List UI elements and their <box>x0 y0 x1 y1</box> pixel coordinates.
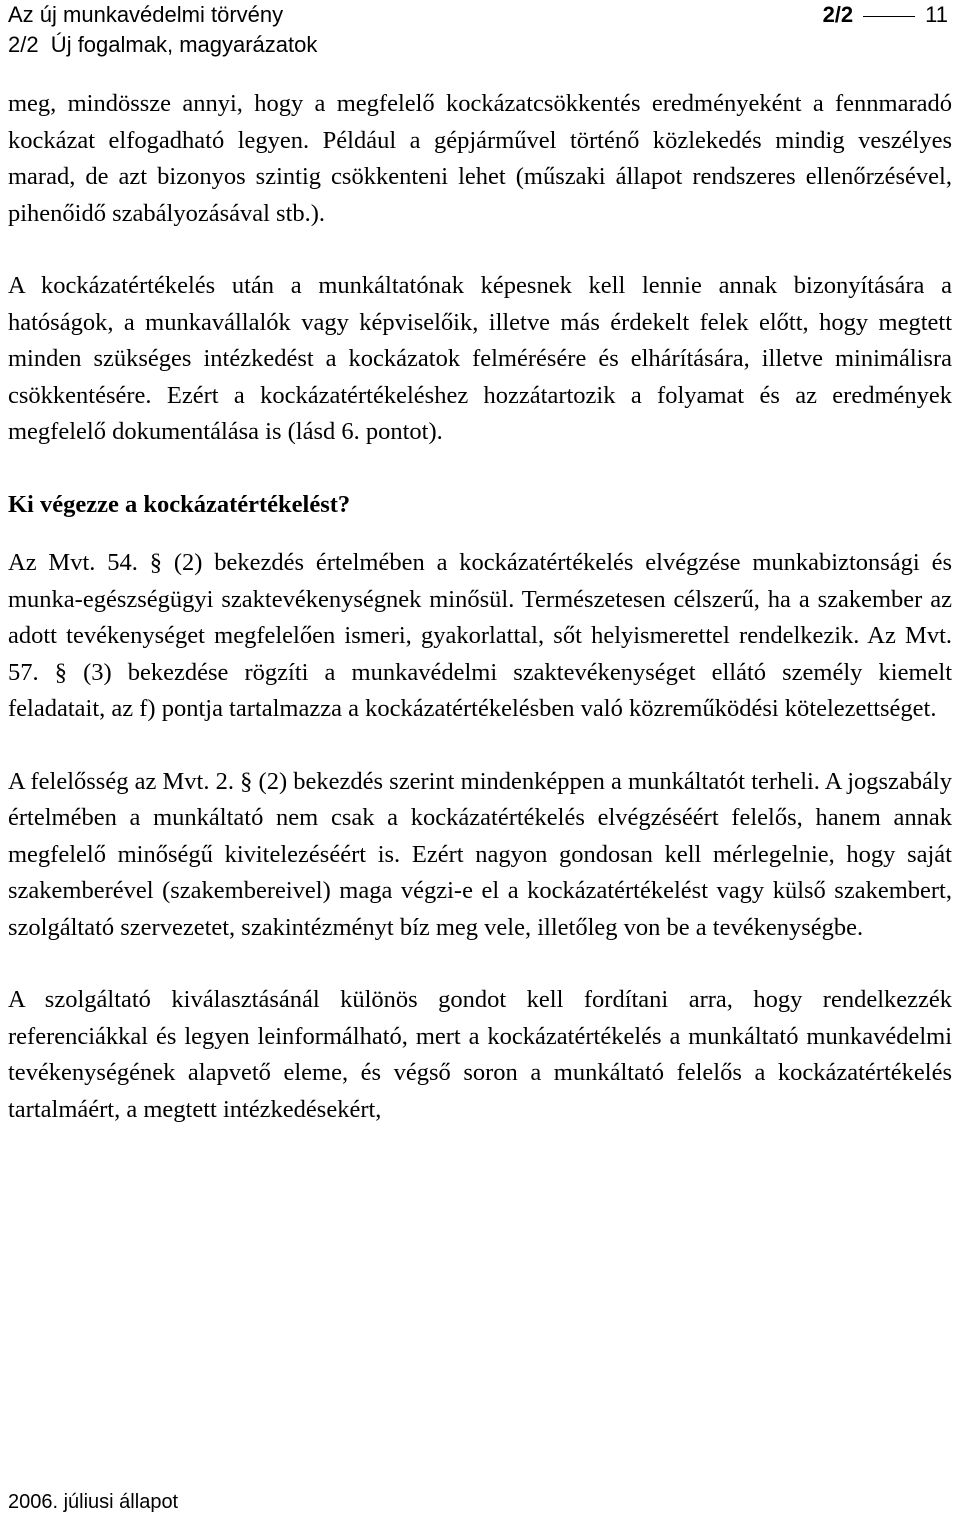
header-top-row <box>8 0 948 30</box>
paragraph-4: A felelősség az Mvt. 2. § (2) bekezdés szerint mindenképpen a munkáltatót terheli. A jogszabály értelmében a munkáltató nem csak a kockázatértékelés elvégzéséért felelős, hanem annak megfelelő minőségű kivitelezéséért is. Ezért nagyon gondosan kell mérlegelnie, hogy saját szakemberével (szakembereivel) maga végzi-e el a kockázatértékelést vagy külső szakembert, szolgáltató szervezetet, szakintézményt bíz meg vele, illetőleg von be a tevékenységbe. <box>8 767 952 941</box>
page-number: 11 <box>925 2 948 27</box>
paragraph-3: Az Mvt. 54. § (2) bekezdés értelmében a kockázatértékelés elvégzése munkabiztonsági és munka-egészségügyi szaktevékenységnek minősül. Természetesen célszerű, ha a szakember az adott tevékenységet megfelelően ismeri, gyakorlattal, sőt helyismerettel rendelkezik. Az Mvt. 57. § (3) bekezdése rögzíti a munkavédelmi szaktevékenységet ellátó személy kiemelt feladatait, az f) pontja tartalmazza a kockázatértékelésben való közreműködési kötelezettséget. <box>8 549 952 722</box>
document-title: Az új munkavédelmi törvény <box>8 2 284 27</box>
section-subtitle: 2/2 Új fogalmak, magyarázatok <box>8 32 318 57</box>
paragraph-2: A kockázatértékelés után a munkáltatónak képesnek kell lennie annak bizonyítására a hatóságok, a munkavállalók vagy képviselőik, illetve más érdekelt felek előtt, hogy megtett minden szükséges intézkedést a kockázatok felmérésére és elhárítására, illetve minimálisra csökkentésére. Ezért a kockázatértékeléshez hozzátartozik a folyamat és az eredmények megfelelő dokumentálása is (lásd 6. pontot). <box>8 272 952 445</box>
paragraph-5: A szolgáltató kiválasztásánál különös gondot kell fordítani arra, hogy rendelkezzék referenciákkal és legyen leinformálható, mert a kockázatértékelés a munkáltató munkavédelmi tevékenységének alapvető eleme, és végső soron a munkáltató felelős a kockázatértékelés tartalmáért, a megtett intézkedésekért, <box>8 986 952 1123</box>
page-body <box>8 86 952 1164</box>
footer-date: 2006. júliusi állapot <box>8 1491 179 1513</box>
page-header <box>8 0 948 60</box>
page-indicator <box>823 0 948 30</box>
section-heading: Ki végezze a kockázatértékelést? <box>8 490 351 518</box>
paragraph-1: meg, mindössze annyi, hogy a megfelelő kockázatcsökkentés eredményeként a fennmaradó kockázat elfogadható legyen. Például a gépjárművel történő közlekedés mindig veszélyes marad, de azt bizonyos szintig csökkenteni lehet (műszaki állapot rendszeres ellenőrzésével, pihenőidő szabályozásával stb.). <box>8 90 952 227</box>
page-fraction: 2/2 <box>822 2 854 27</box>
page-footer <box>8 1488 178 1516</box>
header-dash <box>863 16 915 17</box>
